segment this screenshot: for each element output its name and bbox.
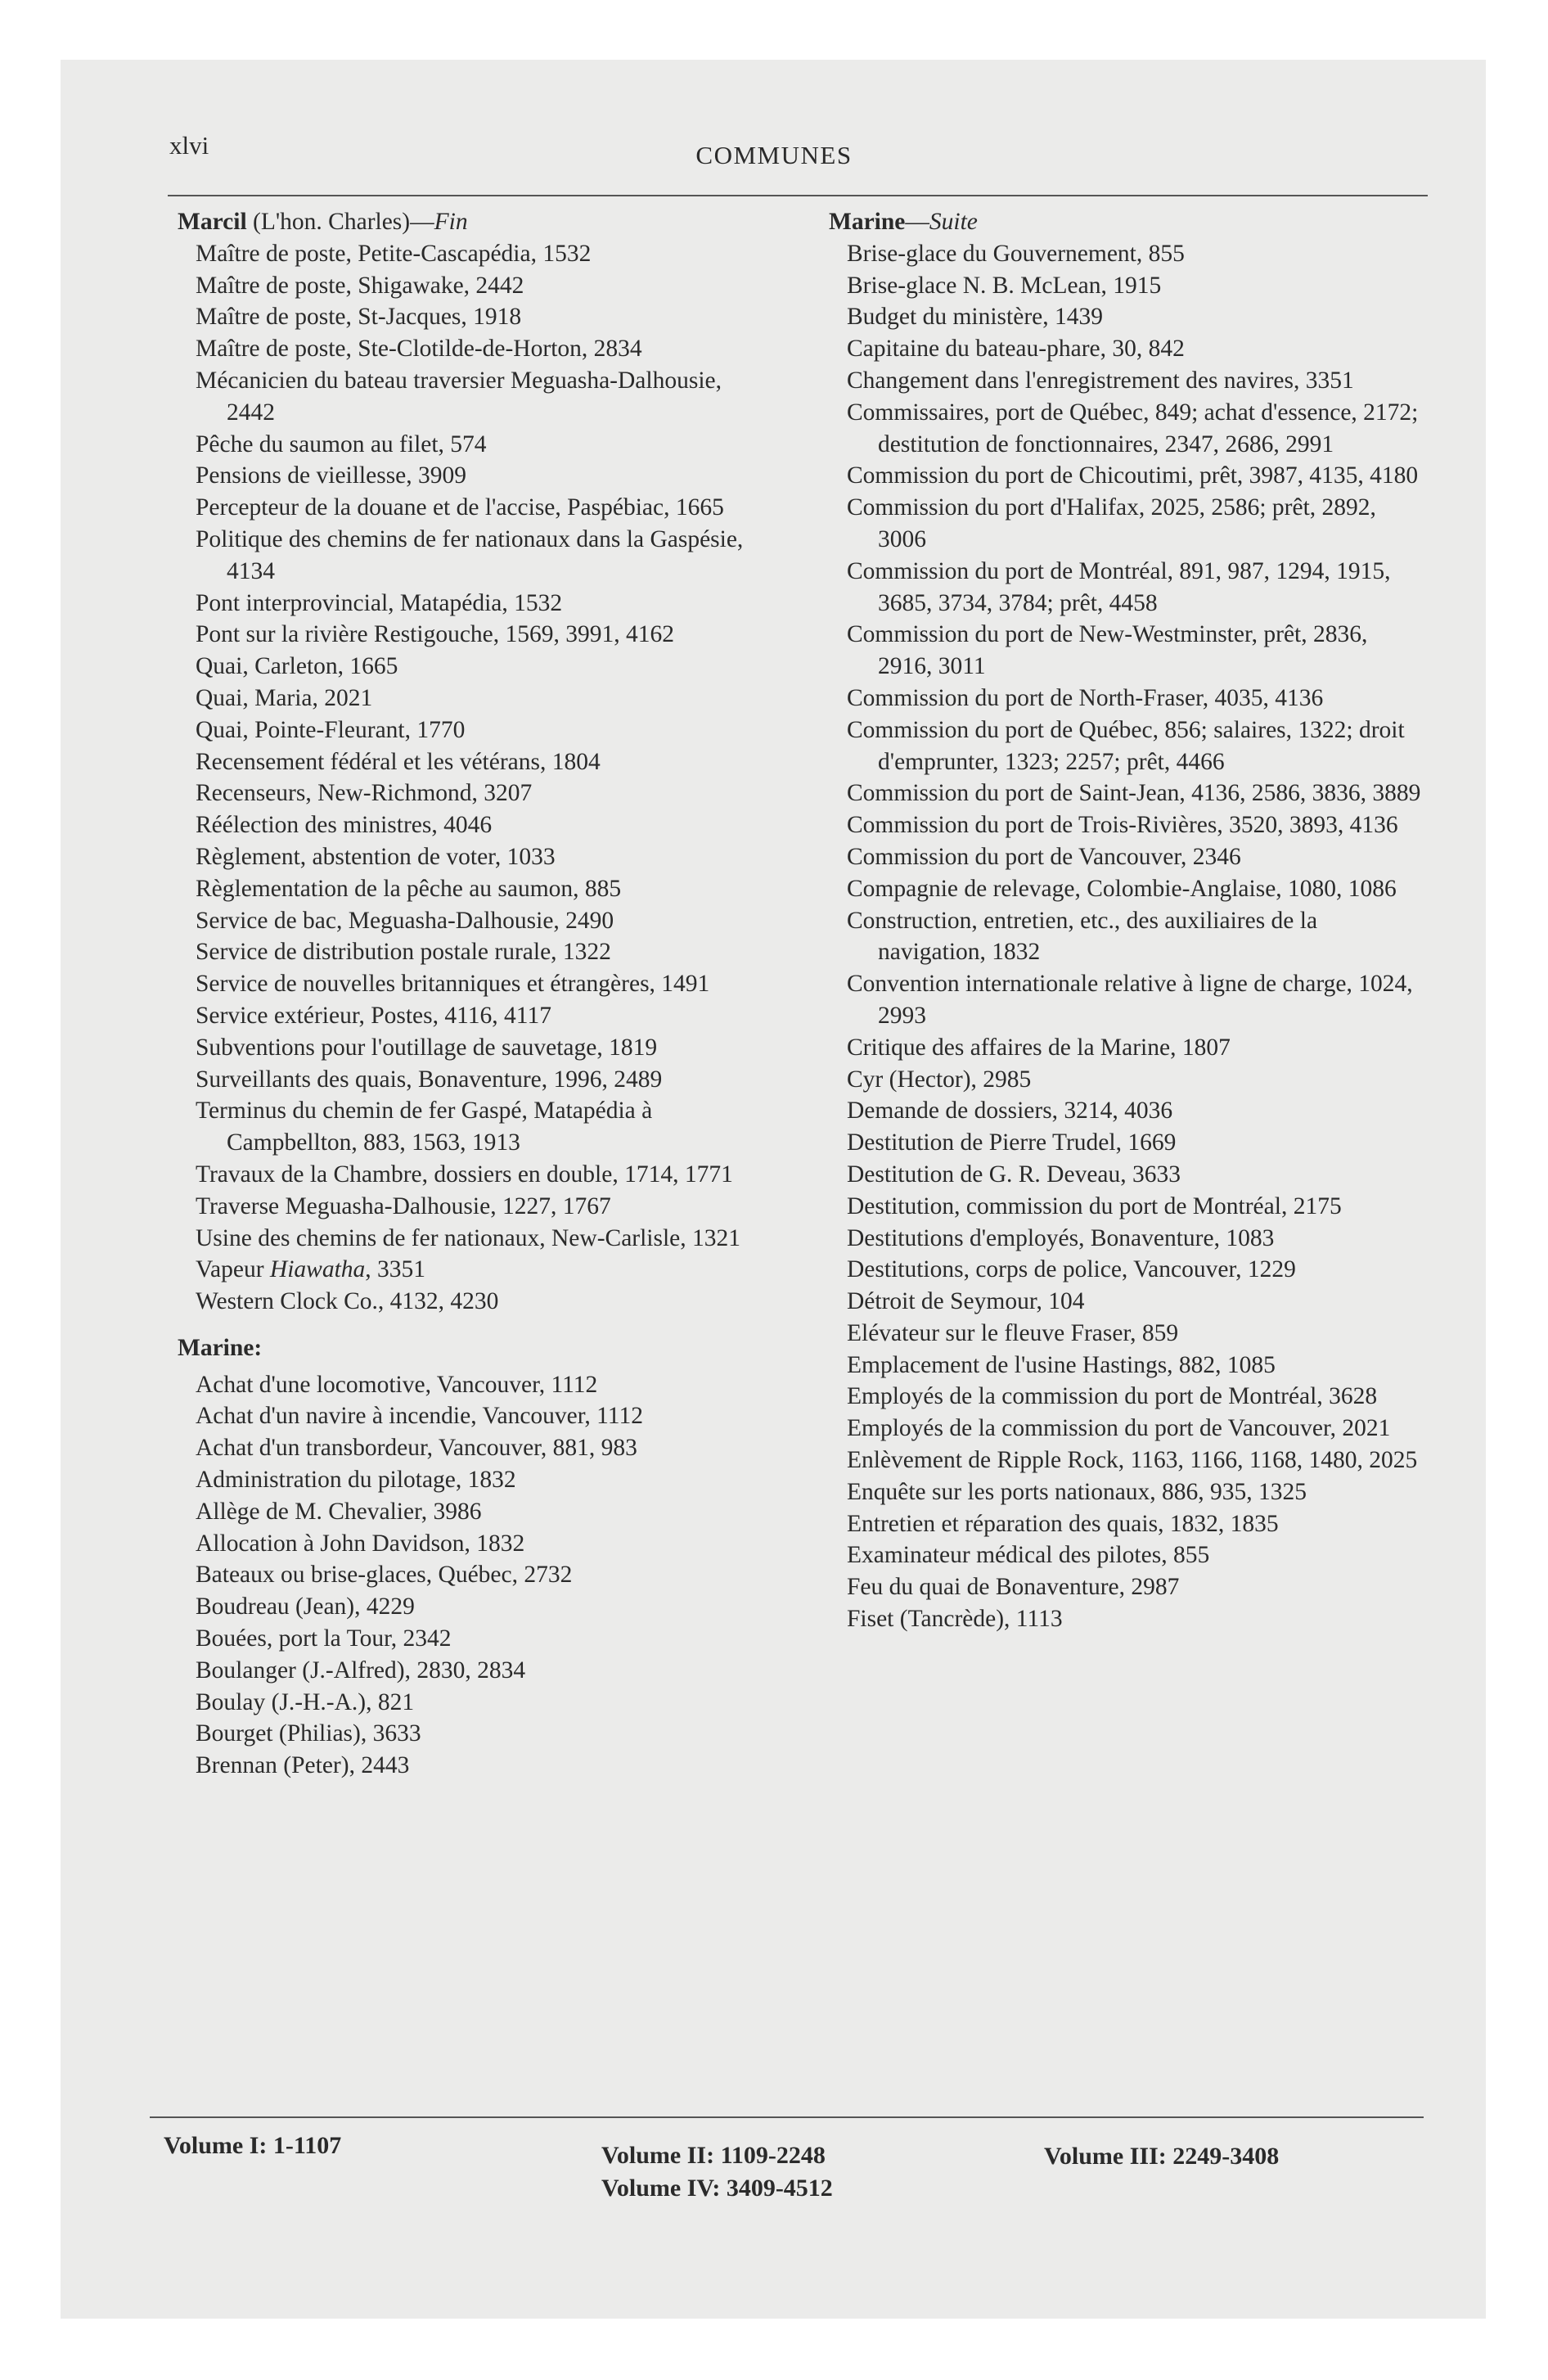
index-entry: Commission du port de Trois-Rivières, 3520, 3893, 4136 [847,812,1398,839]
index-entry: Commission du port de Chicoutimi, prêt, 3987, 4135, 4180 [847,462,1419,489]
index-entry: Bateaux ou brise-glaces, Québec, 2732 [196,1562,573,1589]
index-entry: Commission du port de New-Westminster, prêt, 2836, 2916, 3011 [847,621,1368,680]
index-entry: Compagnie de relevage, Colombie-Anglaise, 1080, 1086 [847,875,1397,902]
index-entry: Recenseurs, New-Richmond, 3207 [196,780,533,807]
index-entry: Boudreau (Jean), 4229 [196,1593,415,1620]
index-entry: Brise-glace N. B. McLean, 1915 [847,272,1162,299]
running-head: COMMUNES [695,141,853,169]
index-entry: Quai, Pointe-Fleurant, 1770 [196,716,466,743]
index-entry: Pont interprovincial, Matapédia, 1532 [196,589,563,616]
index-entry: Service de nouvelles britanniques et étrangères, 1491 [196,971,710,998]
index-entry: Service de bac, Meguasha-Dalhousie, 2490 [196,907,614,934]
index-entry: Brise-glace du Gouvernement, 855 [847,240,1185,267]
index-entry: Emplacement de l'usine Hastings, 882, 1085 [847,1351,1276,1378]
index-entry: Service extérieur, Postes, 4116, 4117 [196,1002,551,1029]
index-entry: Western Clock Co., 4132, 4230 [196,1288,499,1315]
index-entry: Travaux de la Chambre, dossiers en double, 1714, 1771 [196,1161,733,1188]
index-entry: Administration du pilotage, 1832 [196,1467,516,1494]
index-entry: Quai, Maria, 2021 [196,684,373,711]
index-entry: Terminus du chemin de fer Gaspé, Matapédia à Campbellton, 883, 1563, 1913 [196,1098,653,1156]
index-entry: Mécanicien du bateau traversier Meguasha-Dalhousie, 2442 [196,367,722,426]
index-entry: Bouées, port la Tour, 2342 [196,1625,452,1652]
index-entry: Commission du port de North-Fraser, 4035, 4136 [847,684,1324,711]
index-entry: Surveillants des quais, Bonaventure, 1996, 2489 [196,1066,663,1093]
index-entry: Fiset (Tancrède), 1113 [847,1606,1063,1633]
index-entry: Construction, entretien, etc., des auxiliaires de la navigation, 1832 [847,907,1318,966]
index-entry: Enquête sur les ports nationaux, 886, 935, 1325 [847,1478,1307,1505]
index-entry: Maître de poste, Shigawake, 2442 [196,272,524,299]
index-entry: Service de distribution postale rurale, 1322 [196,939,611,966]
index-entry: Traverse Meguasha-Dalhousie, 1227, 1767 [196,1192,611,1219]
index-entry: Réélection des ministres, 4046 [196,812,493,839]
right-column [829,206,1426,1635]
index-entry: Percepteur de la douane et de l'accise, Paspébiac, 1665 [196,494,724,521]
footer-volume-4: Volume IV: 3409-4512 [601,2175,833,2202]
continuation-heading-marine: Marine—Suite [829,209,978,235]
marine-continued-entry-list [829,238,1426,1635]
index-entry: Boulanger (J.-Alfred), 2830, 2834 [196,1657,526,1684]
left-column [178,206,767,1782]
index-entry: Employés de la commission du port de Vancouver, 2021 [847,1415,1391,1442]
index-entry: Subventions pour l'outillage de sauvetage, 1819 [196,1034,658,1061]
continuation-heading-marcil: Marcil (L'hon. Charles)—Fin [178,209,468,235]
footer-volume-1: Volume I: 1-1107 [164,2132,342,2159]
index-entry: Commission du port de Québec, 856; salaires, 1322; droit d'emprunter, 1323; 2257; prêt, 4466 [847,716,1405,775]
index-entry: Entretien et réparation des quais, 1832, 1835 [847,1510,1279,1537]
footer-volume-3: Volume III: 2249-3408 [1044,2143,1280,2170]
index-entry: Vapeur Hiawatha, 3351 [196,1256,426,1283]
index-entry: Commission du port de Montréal, 891, 987, 1294, 1915, 3685, 3734, 3784; prêt, 4458 [847,557,1391,616]
index-entry: Enlèvement de Ripple Rock, 1163, 1166, 1168, 1480, 2025 [847,1447,1418,1474]
section-heading-marine: Marine: [178,1334,263,1361]
page-number: xlvi [169,131,209,160]
index-entry: Commissaires, port de Québec, 849; achat d'essence, 2172; destitution de fonctionnaires, 2347, 2686, 2991 [847,399,1419,458]
marcil-entry-list [178,238,767,1255]
section-gap [178,1318,767,1332]
index-entry: Commission du port de Vancouver, 2346 [847,843,1241,870]
index-entry: Examinateur médical des pilotes, 855 [847,1542,1210,1569]
header-rule [168,195,1428,196]
index-entry: Achat d'une locomotive, Vancouver, 1112 [196,1371,598,1398]
index-entry: Détroit de Seymour, 104 [847,1288,1085,1315]
index-entry: Destitutions, corps de police, Vancouver, 1229 [847,1256,1296,1283]
index-entry: Destitutions d'employés, Bonaventure, 1083 [847,1224,1275,1251]
index-entry: Achat d'un transbordeur, Vancouver, 881, 983 [196,1435,637,1462]
index-entry: Maître de poste, St-Jacques, 1918 [196,304,522,331]
marine-entry-list [178,1369,767,1782]
footer-rule [150,2116,1424,2118]
index-entry: Maître de poste, Ste-Clotilde-de-Horton, 2834 [196,336,642,363]
index-entry: Budget du ministère, 1439 [847,304,1103,331]
index-entry: Bourget (Philias), 3633 [196,1720,421,1747]
index-entry: Usine des chemins de fer nationaux, New-Carlisle, 1321 [196,1224,741,1251]
index-entry: Commission du port de Saint-Jean, 4136, 2586, 3836, 3889 [847,780,1421,807]
index-entry: Politique des chemins de fer nationaux dans la Gaspésie, 4134 [196,525,744,584]
index-entry: Destitution, commission du port de Montréal, 2175 [847,1192,1342,1219]
index-entry: Boulay (J.-H.-A.), 821 [196,1688,415,1715]
index-entry: Convention internationale relative à ligne de charge, 1024, 2993 [847,971,1413,1029]
index-entry: Feu du quai de Bonaventure, 2987 [847,1574,1180,1601]
index-entry: Cyr (Hector), 2985 [847,1066,1032,1093]
index-entry: Allocation à John Davidson, 1832 [196,1530,525,1557]
index-entry: Règlement, abstention de voter, 1033 [196,843,556,870]
index-entry: Allège de M. Chevalier, 3986 [196,1498,482,1525]
index-entry: Pêche du saumon au filet, 574 [196,430,487,458]
index-entry: Pensions de vieillesse, 3909 [196,462,467,489]
index-entry: Demande de dossiers, 3214, 4036 [847,1098,1173,1125]
index-entry: Elévateur sur le fleuve Fraser, 859 [847,1319,1179,1346]
index-entry: Commission du port d'Halifax, 2025, 2586; prêt, 2892, 3006 [847,494,1376,552]
footer-volume-2: Volume II: 1109-2248 [601,2142,826,2169]
index-entry: Employés de la commission du port de Montréal, 3628 [847,1383,1378,1410]
index-entry: Maître de poste, Petite-Cascapédia, 1532 [196,240,592,267]
index-entry: Quai, Carleton, 1665 [196,653,398,680]
index-entry: Destitution de Pierre Trudel, 1669 [847,1129,1177,1156]
index-entry: Achat d'un navire à incendie, Vancouver, 1112 [196,1403,643,1430]
index-entry: Recensement fédéral et les vétérans, 1804 [196,748,601,775]
index-entry: Changement dans l'enregistrement des navires, 3351 [847,367,1354,394]
index-entry: Capitaine du bateau-phare, 30, 842 [847,336,1185,363]
index-entry: Brennan (Peter), 2443 [196,1752,410,1779]
index-entry: Destitution de G. R. Deveau, 3633 [847,1161,1181,1188]
index-entry: Critique des affaires de la Marine, 1807 [847,1034,1231,1061]
index-entry: Règlementation de la pêche au saumon, 885 [196,875,622,902]
index-entry: Pont sur la rivière Restigouche, 1569, 3991, 4162 [196,621,675,648]
